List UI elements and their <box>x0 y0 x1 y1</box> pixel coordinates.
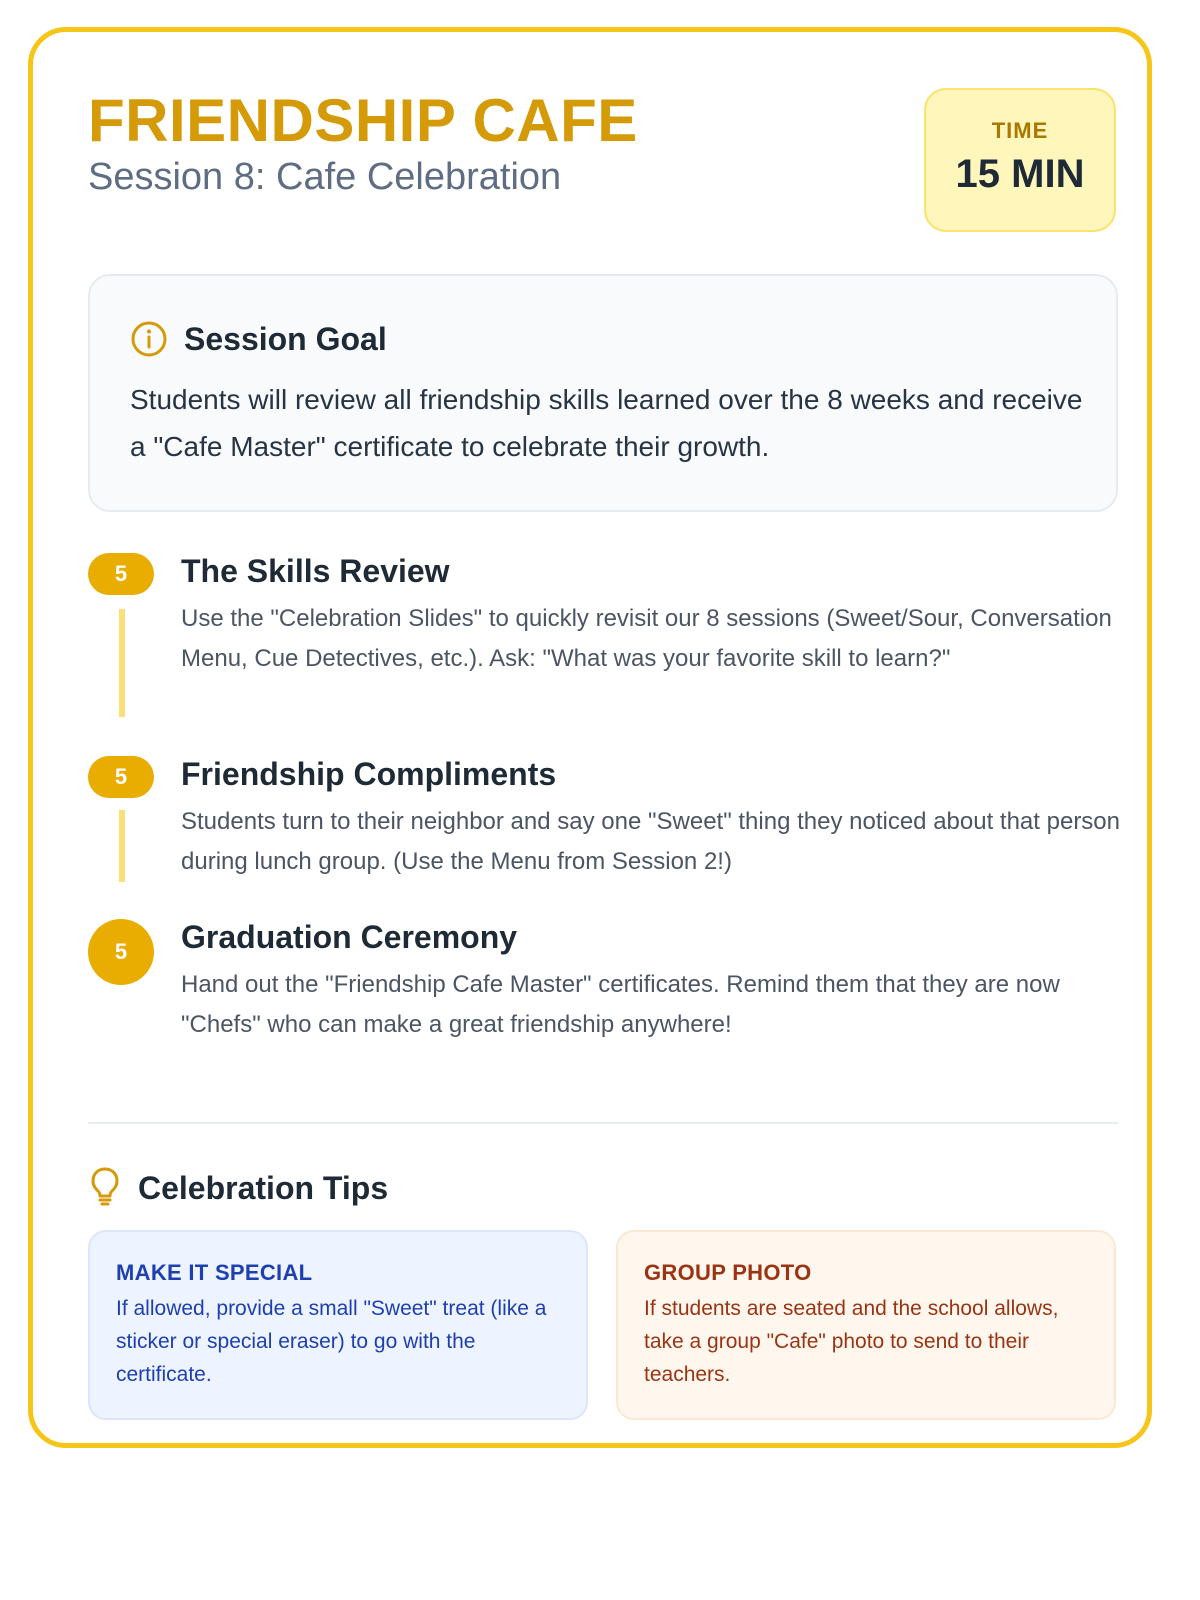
celebration-tips-header <box>88 1166 388 1211</box>
step-minutes-badge: 5 <box>88 756 154 798</box>
time-value: 15 MIN <box>955 152 1085 196</box>
session-subtitle: Session 8: Cafe Celebration <box>88 156 562 198</box>
step-graduation-ceremony <box>88 919 1128 1059</box>
timeline-connector <box>119 609 125 717</box>
time-label: TIME <box>991 118 1049 143</box>
celebration-tips-title: Celebration Tips <box>138 1170 389 1206</box>
lightbulb-icon <box>88 1166 122 1211</box>
tip-label: MAKE IT SPECIAL <box>116 1260 313 1285</box>
session-goal-header <box>130 320 387 358</box>
tip-text: If allowed, provide a small "Sweet" treat (like a sticker or special eraser) to go with the certificate. <box>116 1297 547 1386</box>
step-minutes-badge: 5 <box>88 919 154 985</box>
step-title: Friendship Compliments <box>181 756 557 792</box>
step-description: Students turn to their neighbor and say one "Sweet" thing they noticed about that person during lunch group. (Use the Menu from Session 2!) <box>181 808 1120 875</box>
step-title: Graduation Ceremony <box>181 919 518 955</box>
info-icon <box>130 320 168 358</box>
step-minutes-badge: 5 <box>88 553 154 595</box>
step-skills-review <box>88 553 1128 723</box>
time-badge <box>924 88 1116 232</box>
tip-card-group-photo <box>616 1230 1116 1420</box>
step-description: Use the "Celebration Slides" to quickly revisit our 8 sessions (Sweet/Sour, Conversation Menu, Cue Detectives, etc.). Ask: "What was your favorite skill to learn?" <box>181 605 1112 672</box>
tip-label: GROUP PHOTO <box>644 1260 812 1285</box>
section-divider <box>88 1122 1118 1124</box>
session-goal-panel <box>88 274 1118 512</box>
step-title: The Skills Review <box>181 553 450 589</box>
step-description: Hand out the "Friendship Cafe Master" certificates. Remind them that they are now "Chefs" who can make a great friendship anywhere! <box>181 971 1060 1038</box>
timeline-connector <box>119 810 125 882</box>
step-friendship-compliments <box>88 756 1128 886</box>
tip-card-make-it-special <box>88 1230 588 1420</box>
session-goal-title: Session Goal <box>184 320 387 357</box>
page-title: FRIENDSHIP CAFE <box>88 87 638 154</box>
session-goal-text: Students will review all friendship skills learned over the 8 weeks and receive a "Cafe Master" certificate to celebrate their growth. <box>130 384 1083 462</box>
tip-text: If students are seated and the school allows, take a group "Cafe" photo to send to their teachers. <box>644 1297 1059 1386</box>
